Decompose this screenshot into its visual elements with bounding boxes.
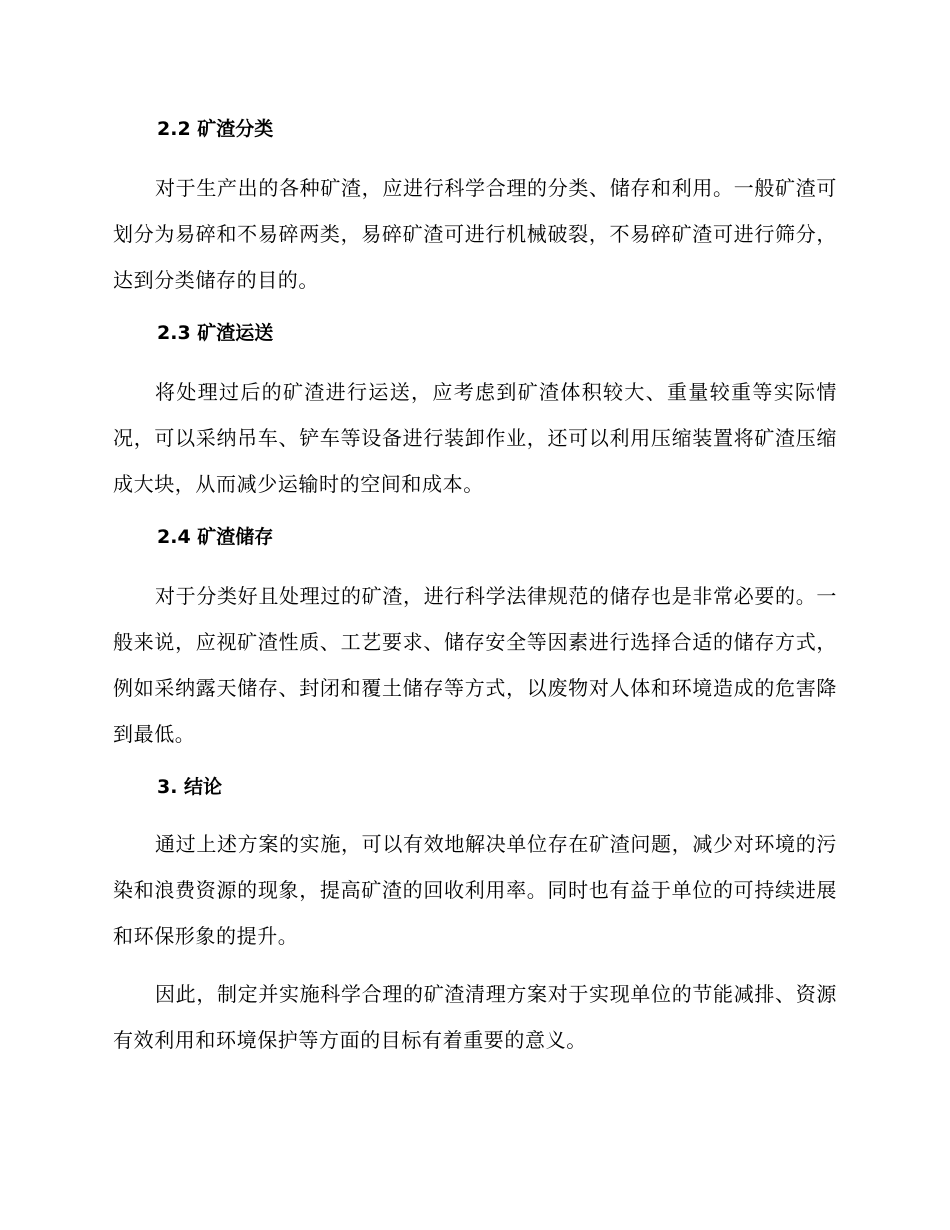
section-heading-2-2: 2.2 矿渣分类 bbox=[157, 118, 274, 140]
paragraph-classification: 对于生产出的各种矿渣，应进行科学合理的分类、储存和利用。一般矿渣可划分为易碎和不易碎两类，易碎矿渣可进行机械破裂，不易碎矿渣可进行筛分，达到分类储存的目的。 bbox=[113, 176, 837, 292]
paragraph-transport: 将处理过后的矿渣进行运送，应考虑到矿渣体积较大、重量较重等实际情况，可以采纳吊车、铲车等设备进行装卸作业，还可以利用压缩装置将矿渣压缩成大块，从而减少运输时的空间和成本。 bbox=[113, 380, 837, 496]
paragraph-conclusion-2: 因此，制定并实施科学合理的矿渣清理方案对于实现单位的节能减排、资源有效利用和环境保护等方面的目标有着重要的意义。 bbox=[113, 982, 837, 1052]
paragraph-conclusion-1: 通过上述方案的实施，可以有效地解决单位存在矿渣问题，减少对环境的污染和浪费资源的现象，提高矿渣的回收利用率。同时也有益于单位的可持续进展和环保形象的提升。 bbox=[113, 832, 837, 948]
section-heading-3: 3. 结论 bbox=[157, 776, 223, 798]
section-heading-2-4: 2.4 矿渣储存 bbox=[157, 526, 274, 548]
paragraph-storage: 对于分类好且处理过的矿渣，进行科学法律规范的储存也是非常必要的。一般来说，应视矿渣性质、工艺要求、储存安全等因素进行选择合适的储存方式，例如采纳露天储存、封闭和覆土储存等方式，以废物对人体和环境造成的危害降到最低。 bbox=[113, 584, 837, 746]
section-heading-2-3: 2.3 矿渣运送 bbox=[157, 322, 274, 344]
